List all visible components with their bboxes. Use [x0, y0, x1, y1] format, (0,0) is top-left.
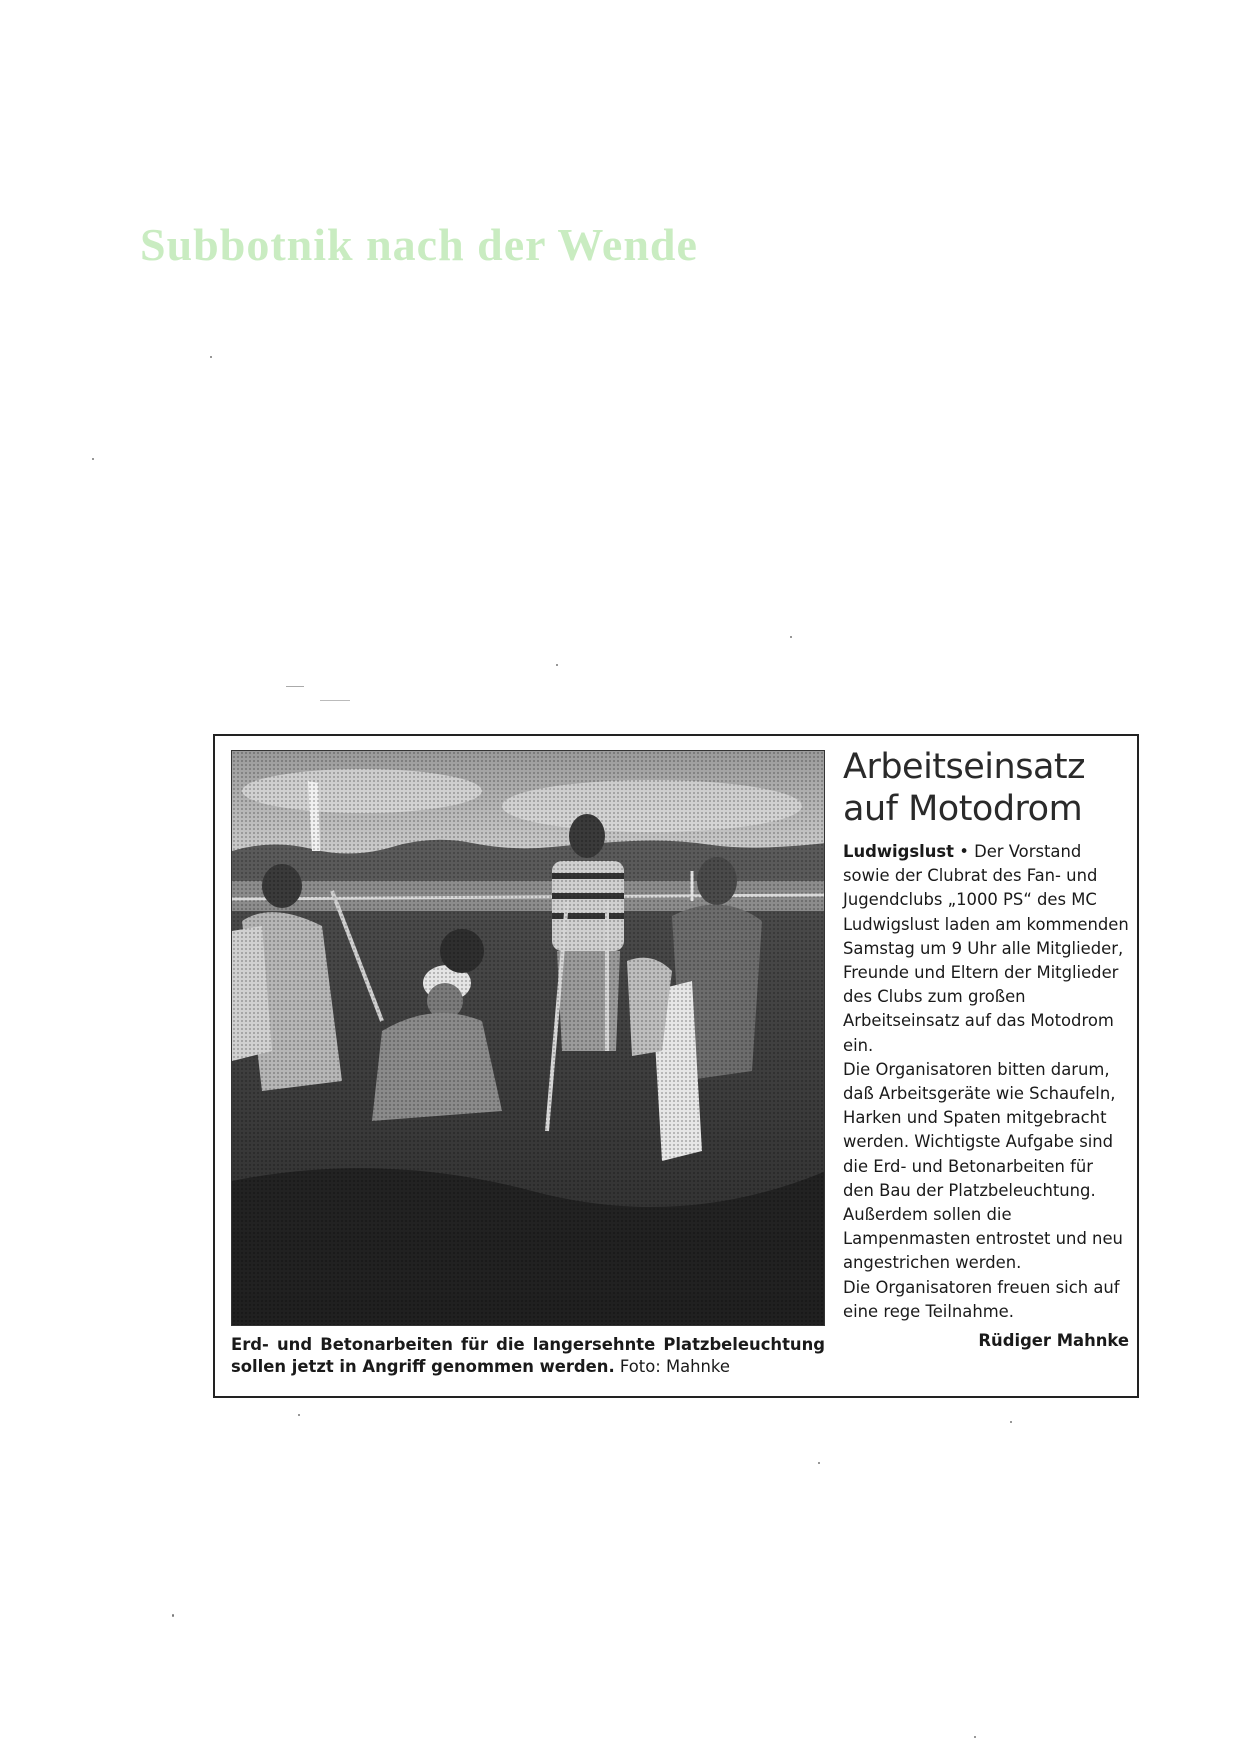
news-photo [231, 750, 825, 1326]
scan-speck [1010, 1421, 1012, 1423]
headline-line-1: Arbeitseinsatz [843, 747, 1085, 787]
article-paragraph-2: Die Organisatoren bitten darum, daß Arbeitsgeräte wie Schaufeln, Harken und Spaten mitgebracht werden. Wichtigste Aufgabe sind die Erd- und Betonarbeiten für den Bau der Platzbeleuchtung. Außerdem sollen die Lampenmasten entrostet und neu angestrichen werden. [843, 1059, 1123, 1273]
scan-speck [172, 1614, 174, 1617]
dateline-separator: • [953, 842, 975, 861]
article [843, 746, 1129, 1352]
scan-speck [320, 700, 350, 701]
article-dateline: Ludwigslust [843, 842, 954, 861]
scan-speck [790, 636, 792, 638]
scan-speck [974, 1736, 976, 1738]
article-paragraph-3: Die Organisatoren freuen sich auf eine rege Teilnahme. [843, 1277, 1120, 1321]
article-headline [843, 746, 1129, 830]
newspaper-clipping [213, 734, 1139, 1398]
newspaper-photo-people-digging-icon [232, 751, 825, 1326]
scan-speck [210, 356, 212, 358]
scan-speck [92, 458, 94, 460]
scan-speck [298, 1414, 300, 1416]
scan-speck [286, 686, 304, 687]
photo-credit: Foto: Mahnke [619, 1357, 730, 1376]
photo-caption-text: Erd- und Betonarbeiten für die langersehnte Platzbeleuchtung sollen jetzt in Angriff genommen werden. [231, 1335, 825, 1376]
article-body [843, 840, 1129, 1324]
scan-speck [818, 1462, 820, 1464]
photo-caption [231, 1334, 825, 1378]
headline-line-2: auf Motodrom [843, 789, 1083, 829]
scan-speck [556, 664, 558, 666]
page-title: Subbotnik nach der Wende [140, 219, 698, 270]
article-paragraph-1: Der Vorstand sowie der Clubrat des Fan- und Jugendclubs „1000 PS“ des MC Ludwigslust laden am kommenden Samstag um 9 Uhr alle Mitglieder, Freunde und Eltern der Mitglieder des Clubs zum großen Arbeitseinsatz auf das Motodrom ein. [843, 842, 1129, 1055]
article-author: Rüdiger Mahnke [978, 1331, 1129, 1351]
